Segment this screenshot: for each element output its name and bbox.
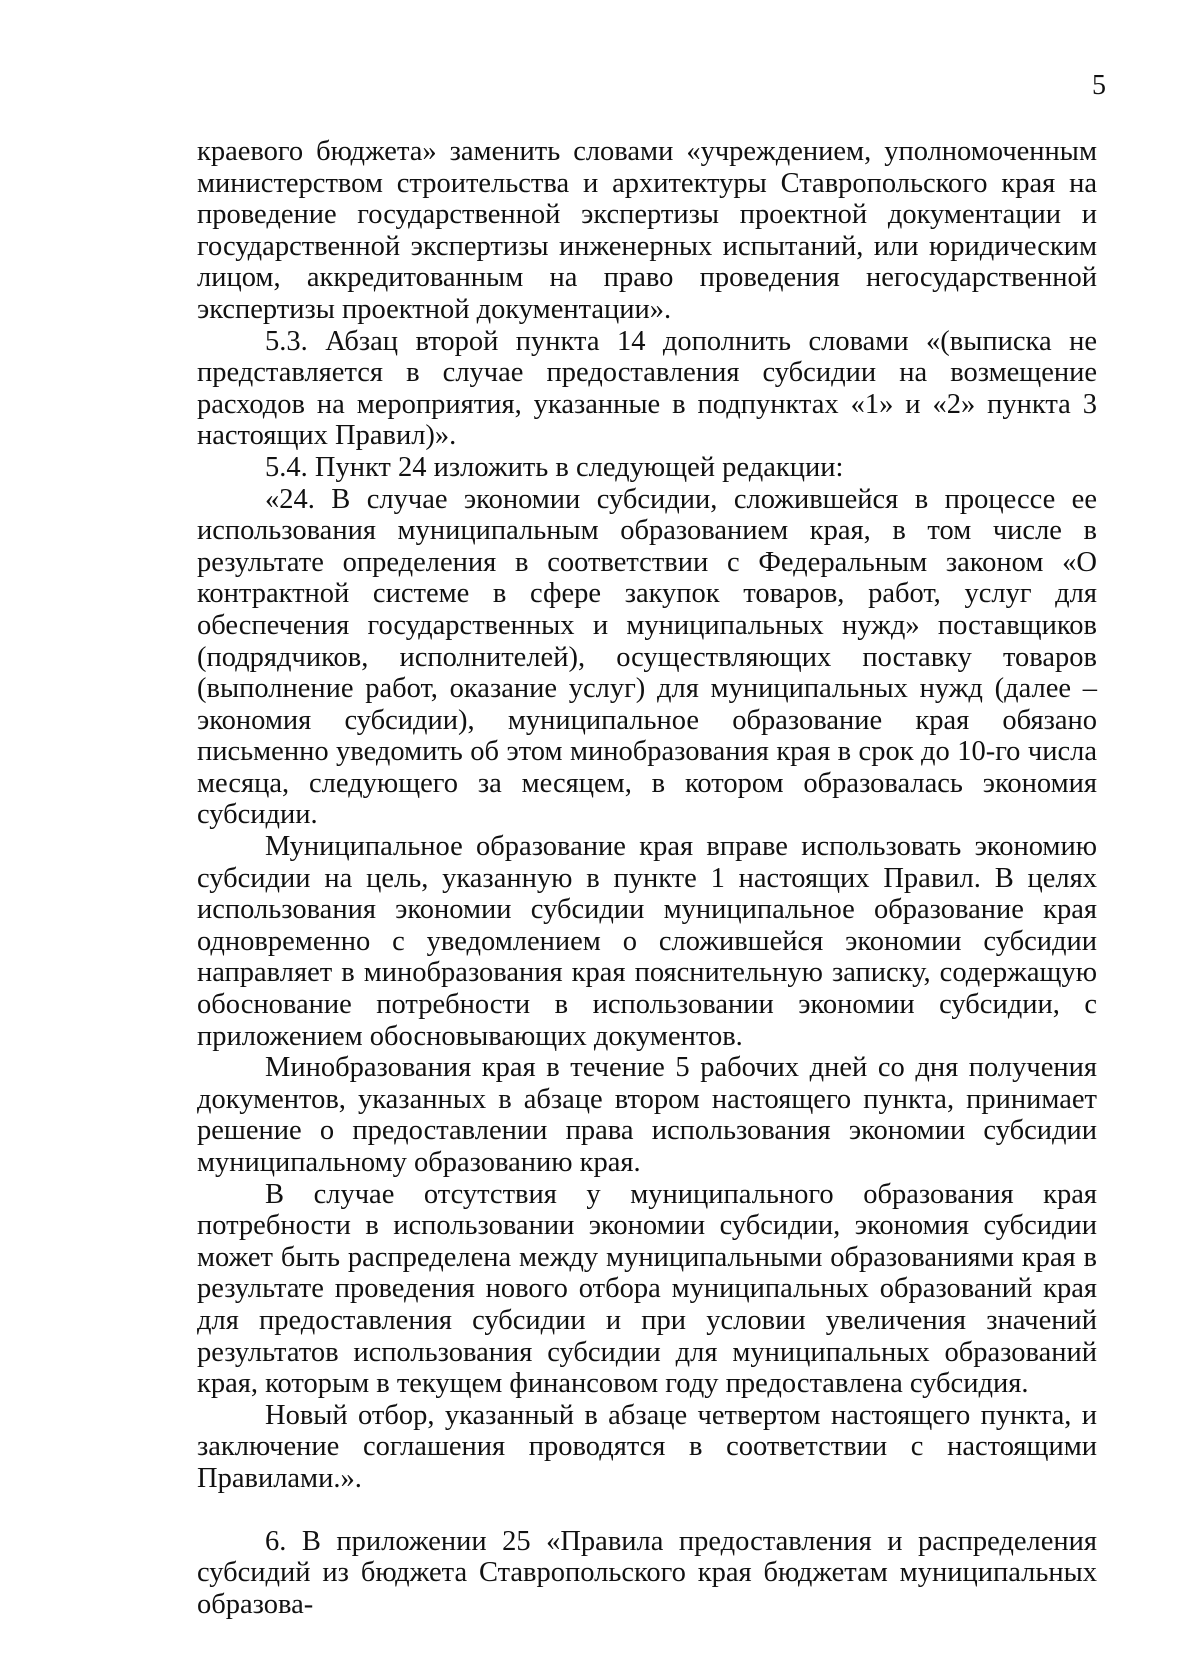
document-body bbox=[197, 136, 1097, 1620]
paragraph-5-4: 5.4. Пункт 24 изложить в следующей редакции: bbox=[265, 451, 844, 483]
page-number: 5 bbox=[1092, 70, 1106, 101]
paragraph-redistribution: В случае отсутствия у муниципального образования края потребности в использовании экономии субсидии, экономия субсидии может быть распределена между муниципальными образованиями края в результате проведения нового отбора муниципальных образований края для предоставления субсидии и при условии увеличения значений результатов использования субсидии для муниципальных образований края, которым в текущем финансовом году предоставлена субсидия. bbox=[197, 1178, 1097, 1400]
paragraph-economy-use: Муниципальное образование края вправе использовать экономию субсидии на цель, указанную в пункте 1 настоящих Правил. В целях использования экономии субсидии муниципальное образование края одновременно с уведомлением о сложившейся экономии субсидии направляет в минобразования края пояснительную записку, содержащую обоснование потребности в использовании экономии субсидии, с приложением обосновывающих документов. bbox=[197, 831, 1097, 1052]
paragraph-point-24: «24. В случае экономии субсидии, сложившейся в процессе ее использования муниципальным образованием края, в том числе в результате определения в соответствии с Федеральным законом «О контрактной системе в сфере закупок товаров, работ, услуг для обеспечения государственных и муниципальных нужд» поставщиков (подрядчиков, исполнителей), осуществляющих поставку товаров (выполнение работ, оказание услуг) для муниципальных нужд (далее – экономия субсидии), муниципальное образование края обязано письменно уведомить об этом минобразования края в срок до 10-го числа месяца, следующего за месяцем, в котором образовалась экономия субсидии. bbox=[197, 483, 1097, 831]
paragraph-5-3: 5.3. Абзац второй пункта 14 дополнить словами «(выписка не представляется в случае предоставления субсидии на возмещение расходов на мероприятия, указанные в подпунктах «1» и «2» пункта 3 настоящих Правил)». bbox=[197, 325, 1097, 452]
paragraph-continuation: краевого бюджета» заменить словами «учреждением, уполномоченным министерством строительства и архитектуры Ставропольского края на проведение государственной экспертизы проектной документации и государственной экспертизы инженерных испытаний, или юридическим лицом, аккредитованным на право проведения негосударственной экспертизы проектной документации». bbox=[197, 136, 1097, 325]
paragraph-new-selection: Новый отбор, указанный в абзаце четвертом настоящего пункта, и заключение соглашения проводятся в соответствии с настоящими Правилами.». bbox=[197, 1399, 1097, 1494]
paragraph-ministry-decision: Минобразования края в течение 5 рабочих дней со дня получения документов, указанных в абзаце втором настоящего пункта, принимает решение о предоставлении права использования экономии субсидии муниципальному образованию края. bbox=[197, 1052, 1097, 1178]
paragraph-section-6: 6. В приложении 25 «Правила предоставления и распределения субсидий из бюджета Ставропольского края бюджетам муниципальных образова- bbox=[197, 1525, 1097, 1620]
